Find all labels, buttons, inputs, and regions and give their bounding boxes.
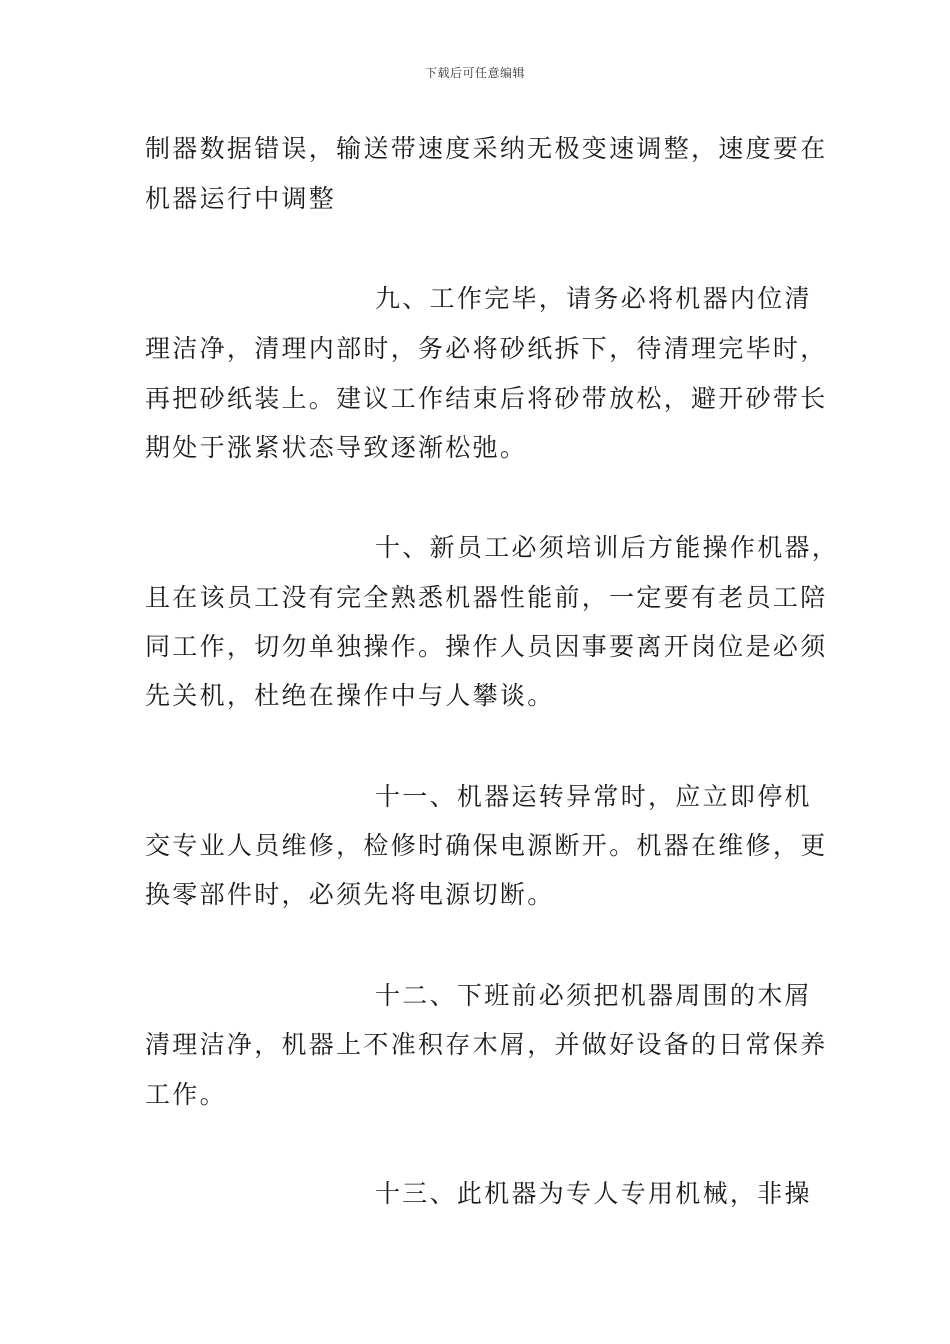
page-header: 下载后可任意编辑 [424, 66, 525, 80]
text-line: 先关机，杜绝在操作中与人攀谈。 [145, 681, 555, 710]
paragraph-10-heading: 十、新员工必须培训后方能操作机器， [375, 533, 840, 562]
paragraph-11-heading: 十一、机器运转异常时，应立即停机 [375, 782, 812, 811]
text-line: 交专业人员维修，检修时确保电源断开。机器在维修，更 [145, 831, 828, 860]
paragraph-9-heading: 九、工作完毕，请务必将机器内位清 [375, 284, 812, 313]
paragraph-12-heading: 十二、下班前必须把机器周围的木屑 [375, 981, 812, 1010]
text-line: 期处于涨紧状态导致逐渐松弛。 [145, 433, 528, 462]
text-line: 且在该员工没有完全熟悉机器性能前，一定要有老员工陪 [145, 583, 828, 612]
text-line: 理洁净，清理内部时，务必将砂纸拆下，待清理完毕时， [145, 334, 828, 363]
paragraph-13-heading: 十三、此机器为专人专用机械，非操 [375, 1179, 812, 1208]
text-line: 机器运行中调整 [145, 184, 337, 213]
text-line: 换零部件时，必须先将电源切断。 [145, 880, 555, 909]
text-line: 清理洁净，机器上不准积存木屑，并做好设备的日常保养 [145, 1030, 828, 1059]
text-line: 再把砂纸装上。建议工作结束后将砂带放松，避开砂带长 [145, 384, 828, 413]
text-line: 制器数据错误，输送带速度采纳无极变速调整，速度要在 [145, 134, 828, 163]
text-line: 同工作，切勿单独操作。操作人员因事要离开岗位是必须 [145, 632, 828, 661]
text-line: 工作。 [145, 1080, 227, 1109]
